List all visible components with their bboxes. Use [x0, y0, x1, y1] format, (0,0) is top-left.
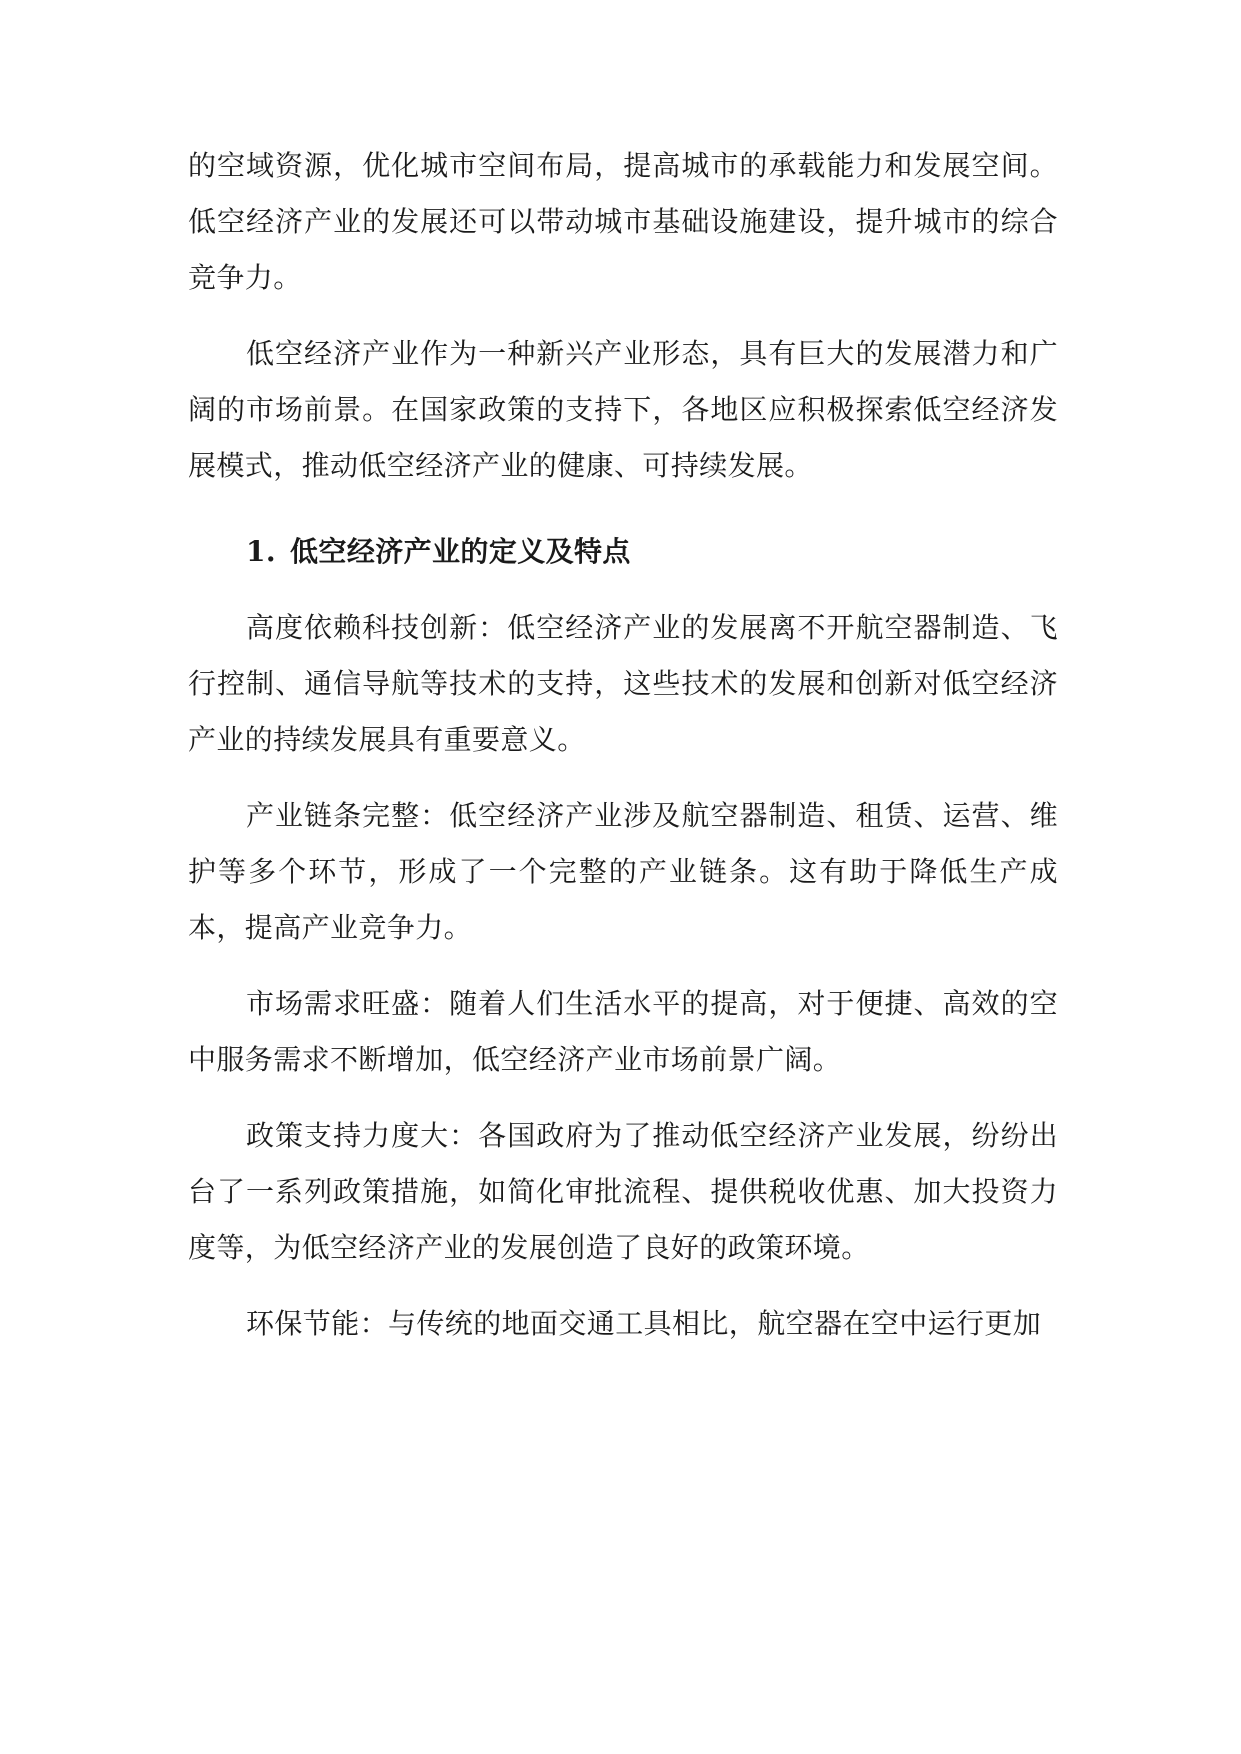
body-paragraph-chain: 产业链条完整：低空经济产业涉及航空器制造、租赁、运营、维护等多个环节，形成了一个完整的产业链条。这有助于降低生产成本，提高产业竞争力。 [188, 799, 1058, 944]
section-title: 低空经济产业的定义及特点 [290, 535, 631, 568]
body-paragraph-demand: 市场需求旺盛：随着人们生活水平的提高，对于便捷、高效的空中服务需求不断增加，低空经济产业市场前景广阔。 [188, 987, 1058, 1076]
document-page [188, 138, 1058, 1372]
body-paragraph-tech: 高度依赖科技创新：低空经济产业的发展离不开航空器制造、飞行控制、通信导航等技术的支持，这些技术的发展和创新对低空经济产业的持续发展具有重要意义。 [188, 611, 1058, 756]
summary-paragraph: 低空经济产业作为一种新兴产业形态，具有巨大的发展潜力和广阔的市场前景。在国家政策的支持下，各地区应积极探索低空经济发展模式，推动低空经济产业的健康、可持续发展。 [188, 337, 1058, 482]
continuation-paragraph: 的空域资源，优化城市空间布局，提高城市的承载能力和发展空间。低空经济产业的发展还可以带动城市基础设施建设，提升城市的综合竞争力。 [188, 149, 1058, 294]
section-heading [188, 524, 1058, 580]
section-number: 1. [246, 535, 277, 568]
body-paragraph-eco: 环保节能：与传统的地面交通工具相比，航空器在空中运行更加 [246, 1307, 1042, 1340]
body-paragraph-policy: 政策支持力度大：各国政府为了推动低空经济产业发展，纷纷出台了一系列政策措施，如简化审批流程、提供税收优惠、加大投资力度等，为低空经济产业的发展创造了良好的政策环境。 [188, 1119, 1058, 1264]
